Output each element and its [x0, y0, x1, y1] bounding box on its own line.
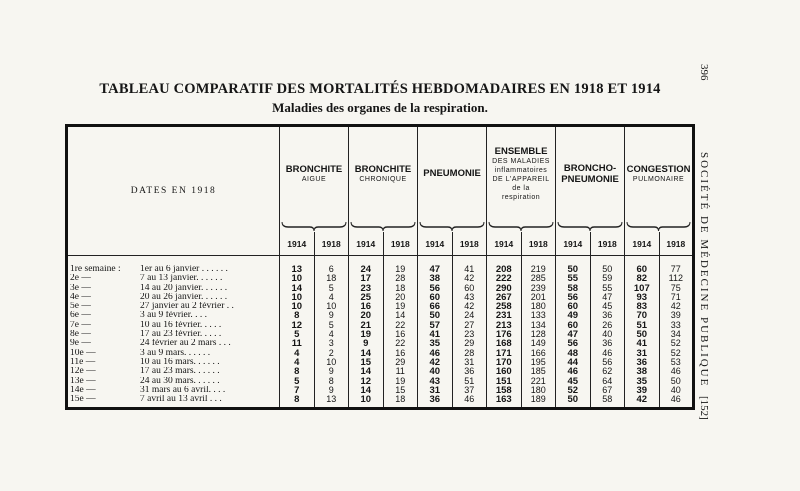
table-cell: 258 — [487, 302, 522, 311]
running-head: SOCIÉTÉ DE MÉDECINE PUBLIQUE — [698, 152, 710, 388]
table-cell: 31 — [625, 349, 660, 358]
table-cell: 49 — [556, 311, 591, 320]
table-cell: 185 — [521, 367, 556, 376]
table-cell: 25 — [349, 293, 384, 302]
table-cell: 58 — [590, 395, 625, 409]
table-cell: 50 — [556, 395, 591, 409]
table-cell: 27 — [452, 321, 487, 330]
table-cell: 10 — [280, 274, 315, 283]
table-cell: 52 — [659, 349, 694, 358]
table-cell: 39 — [659, 311, 694, 320]
table-cell: 5 — [314, 284, 349, 293]
table-cell: 11 — [383, 367, 418, 376]
group-header-bronchite-aigue — [280, 126, 349, 221]
table-cell: 10 — [314, 358, 349, 367]
group-subtitle: CHRONIQUE — [359, 175, 407, 183]
table-cell: 10 — [349, 395, 384, 409]
table-cell: 10 — [314, 302, 349, 311]
table-cell: 46 — [659, 367, 694, 376]
table-cell: 8 — [280, 367, 315, 376]
brace-icon — [487, 220, 556, 232]
table-cell: 38 — [625, 367, 660, 376]
group-header-pneumonie — [418, 126, 487, 221]
year-header: 1914 — [280, 232, 315, 256]
table-cell: 290 — [487, 284, 522, 293]
table-cell: 149 — [521, 339, 556, 348]
group-header-bronchite-chronique — [349, 126, 418, 221]
table-cell: 23 — [452, 330, 487, 339]
date-range: 31 mars au 6 avril. . . . — [140, 385, 226, 395]
table-cell: 83 — [625, 302, 660, 311]
table-cell: 158 — [487, 386, 522, 395]
group-subtitle: respiration — [501, 193, 541, 201]
table-cell: 24 — [452, 311, 487, 320]
year-header: 1914 — [418, 232, 453, 256]
row-date — [67, 395, 280, 409]
week-label: 3e — — [70, 283, 91, 293]
row-date — [67, 349, 280, 358]
table-cell: 20 — [383, 293, 418, 302]
year-header: 1918 — [521, 232, 556, 256]
table-cell: 189 — [521, 395, 556, 409]
table-cell: 66 — [418, 302, 453, 311]
table-cell: 166 — [521, 349, 556, 358]
table-cell: 285 — [521, 274, 556, 283]
table-cell: 8 — [314, 377, 349, 386]
table-row — [67, 284, 694, 293]
table-cell: 71 — [659, 293, 694, 302]
group-title: BRONCHITE — [285, 163, 343, 175]
table-cell: 13 — [314, 395, 349, 409]
table-cell: 10 — [280, 293, 315, 302]
year-header: 1918 — [314, 232, 349, 256]
year-header: 1918 — [659, 232, 694, 256]
table-row — [67, 339, 694, 348]
table-cell: 10 — [280, 302, 315, 311]
week-label: 12e — — [70, 367, 96, 377]
table-cell: 46 — [418, 349, 453, 358]
table-cell: 19 — [383, 302, 418, 311]
table-cell: 60 — [556, 321, 591, 330]
table-subtitle: Maladies des organes de la respiration. — [272, 100, 488, 115]
date-range: 17 au 23 mars. . . . . . — [140, 367, 220, 377]
table-cell: 39 — [625, 386, 660, 395]
table-cell: 19 — [383, 377, 418, 386]
brace-icon — [418, 220, 487, 232]
table-cell: 160 — [487, 367, 522, 376]
table-cell: 36 — [625, 358, 660, 367]
table-cell: 52 — [659, 339, 694, 348]
table-cell: 46 — [556, 367, 591, 376]
table-cell: 133 — [521, 311, 556, 320]
week-label: 9e — — [70, 339, 91, 349]
table-cell: 40 — [418, 367, 453, 376]
table-cell: 22 — [383, 339, 418, 348]
table-cell: 15 — [383, 386, 418, 395]
table-cell: 195 — [521, 358, 556, 367]
row-date — [67, 302, 280, 311]
table-cell: 9 — [314, 386, 349, 395]
table-cell: 45 — [590, 302, 625, 311]
table-cell: 58 — [556, 284, 591, 293]
table-cell: 16 — [383, 330, 418, 339]
week-label: 6e — — [70, 311, 91, 321]
folio-number: [152] — [698, 396, 710, 420]
group-title: ENSEMBLE — [494, 145, 548, 157]
week-label: 7e — — [70, 320, 91, 330]
table-cell: 41 — [418, 330, 453, 339]
row-date — [67, 377, 280, 386]
table-cell: 134 — [521, 321, 556, 330]
table-cell: 67 — [590, 386, 625, 395]
group-subtitle: AIGUE — [301, 175, 327, 183]
brace-icon — [556, 220, 625, 232]
table-row — [67, 377, 694, 386]
table-cell: 11 — [280, 339, 315, 348]
table-cell: 59 — [590, 274, 625, 283]
table-cell: 60 — [418, 293, 453, 302]
table-cell: 42 — [418, 358, 453, 367]
table-row — [67, 311, 694, 320]
group-header-ensemble-maladies — [487, 126, 556, 221]
table-cell: 34 — [659, 330, 694, 339]
table-cell: 42 — [452, 302, 487, 311]
table-cell: 5 — [314, 321, 349, 330]
date-range: 27 janvier au 2 février . . — [140, 302, 234, 312]
year-header: 1918 — [383, 232, 418, 256]
group-title: CONGESTION — [626, 163, 691, 175]
group-header-broncho-pneumonie — [556, 126, 625, 221]
group-subtitle: DE L'APPAREIL — [492, 175, 550, 183]
table-cell: 29 — [452, 339, 487, 348]
table-cell: 267 — [487, 293, 522, 302]
mortality-table — [65, 124, 695, 410]
year-header: 1914 — [556, 232, 591, 256]
table-cell: 8 — [280, 395, 315, 409]
row-date — [67, 339, 280, 348]
table-cell: 55 — [590, 284, 625, 293]
brace-icon — [625, 220, 694, 232]
table-cell: 43 — [418, 377, 453, 386]
table-cell: 14 — [280, 284, 315, 293]
table-cell: 51 — [452, 377, 487, 386]
table-cell: 46 — [452, 395, 487, 409]
date-range: 20 au 26 janvier. . . . . . — [140, 292, 228, 302]
table-cell: 21 — [349, 321, 384, 330]
table-cell: 42 — [659, 302, 694, 311]
table-cell: 14 — [383, 311, 418, 320]
row-date — [67, 265, 280, 274]
group-title: PNEUMONIE — [561, 173, 619, 185]
table-cell: 5 — [280, 330, 315, 339]
row-date — [67, 284, 280, 293]
table-cell: 35 — [418, 339, 453, 348]
table-cell: 31 — [452, 358, 487, 367]
table-cell: 38 — [418, 274, 453, 283]
table-cell: 46 — [659, 395, 694, 409]
table-cell: 62 — [590, 367, 625, 376]
table-cell: 19 — [349, 330, 384, 339]
brace-icon — [280, 220, 349, 232]
date-column-header: DATES EN 1918 — [67, 126, 280, 256]
table-cell: 201 — [521, 293, 556, 302]
table-cell: 5 — [280, 377, 315, 386]
table-cell: 53 — [659, 358, 694, 367]
table-cell: 14 — [349, 386, 384, 395]
table-row — [67, 265, 694, 274]
table-cell: 3 — [314, 339, 349, 348]
year-header: 1918 — [590, 232, 625, 256]
table-cell: 45 — [556, 377, 591, 386]
date-range: 7 au 13 janvier. . . . . . — [140, 274, 223, 284]
table-cell: 44 — [556, 358, 591, 367]
table-cell: 50 — [659, 377, 694, 386]
row-date — [67, 321, 280, 330]
table-row — [67, 274, 694, 283]
table-cell: 4 — [314, 293, 349, 302]
table-cell: 18 — [314, 274, 349, 283]
table-cell: 55 — [556, 274, 591, 283]
table-cell: 4 — [314, 330, 349, 339]
table-cell: 170 — [487, 358, 522, 367]
group-title: PNEUMONIE — [423, 168, 481, 179]
table-cell: 128 — [521, 330, 556, 339]
year-header: 1914 — [487, 232, 522, 256]
row-date — [67, 311, 280, 320]
table-cell: 9 — [314, 311, 349, 320]
table-cell: 50 — [556, 265, 591, 274]
table-cell: 8 — [280, 311, 315, 320]
table-cell: 219 — [521, 265, 556, 274]
table-cell: 221 — [521, 377, 556, 386]
table-cell: 36 — [590, 339, 625, 348]
table-cell: 176 — [487, 330, 522, 339]
table-cell: 36 — [418, 395, 453, 409]
table-cell: 40 — [590, 330, 625, 339]
table-cell: 36 — [452, 367, 487, 376]
week-label: 10e — — [70, 348, 96, 358]
table-row — [67, 358, 694, 367]
table-cell: 36 — [590, 311, 625, 320]
week-label: 13e — — [70, 376, 96, 386]
table-cell: 4 — [280, 358, 315, 367]
table-cell: 112 — [659, 274, 694, 283]
table-row — [67, 386, 694, 395]
table-title: TABLEAU COMPARATIF DES MORTALITÉS HEBDOMADAIRES EN 1918 ET 1914 — [99, 81, 661, 97]
date-range: 24 au 30 mars. . . . . . — [140, 376, 220, 386]
table-cell: 28 — [383, 274, 418, 283]
table-cell: 16 — [383, 349, 418, 358]
table-row — [67, 293, 694, 302]
table-cell: 14 — [349, 349, 384, 358]
table-cell: 151 — [487, 377, 522, 386]
table-cell: 22 — [383, 321, 418, 330]
week-label: 2e — — [70, 274, 91, 284]
table-cell: 37 — [452, 386, 487, 395]
group-subtitle: inflammatoires — [494, 166, 548, 174]
table-cell: 107 — [625, 284, 660, 293]
year-header: 1914 — [349, 232, 384, 256]
table-cell: 35 — [625, 377, 660, 386]
row-date — [67, 358, 280, 367]
table-cell: 13 — [280, 265, 315, 274]
table-cell: 6 — [314, 265, 349, 274]
week-label: 14e — — [70, 385, 96, 395]
table-cell: 47 — [590, 293, 625, 302]
row-date — [67, 386, 280, 395]
table-cell: 9 — [349, 339, 384, 348]
date-range: 3 au 9 février. . . . — [140, 311, 208, 321]
table-cell: 60 — [452, 284, 487, 293]
table-cell: 24 — [349, 265, 384, 274]
row-date — [67, 293, 280, 302]
year-header: 1914 — [625, 232, 660, 256]
table-cell: 51 — [625, 321, 660, 330]
table-cell: 239 — [521, 284, 556, 293]
table-cell: 231 — [487, 311, 522, 320]
table-cell: 23 — [349, 284, 384, 293]
brace-icon — [349, 220, 418, 232]
table-cell: 15 — [349, 358, 384, 367]
row-date — [67, 367, 280, 376]
table-cell: 93 — [625, 293, 660, 302]
table-cell: 168 — [487, 339, 522, 348]
table-cell: 4 — [280, 349, 315, 358]
table-cell: 16 — [349, 302, 384, 311]
table-cell: 46 — [590, 349, 625, 358]
table-row — [67, 367, 694, 376]
table-cell: 33 — [659, 321, 694, 330]
table-cell: 171 — [487, 349, 522, 358]
table-cell: 2 — [314, 349, 349, 358]
week-label: 4e — — [70, 292, 91, 302]
table-cell: 52 — [556, 386, 591, 395]
week-label: 11e — — [70, 357, 96, 367]
table-cell: 18 — [383, 395, 418, 409]
row-date — [67, 274, 280, 283]
week-label: 5e — — [70, 302, 91, 312]
row-date — [67, 330, 280, 339]
date-range: 3 au 9 mars. . . . . . — [140, 348, 211, 358]
table-cell: 7 — [280, 386, 315, 395]
table-cell: 48 — [556, 349, 591, 358]
table-cell: 213 — [487, 321, 522, 330]
date-range: 10 au 16 mars. . . . . . — [140, 357, 220, 367]
table-cell: 14 — [349, 367, 384, 376]
table-cell: 64 — [590, 377, 625, 386]
group-title: BRONCHITE — [354, 163, 412, 175]
group-subtitle: PULMONAIRE — [632, 175, 685, 183]
date-range: 1er au 6 janvier . . . . . . — [140, 265, 228, 274]
table-cell: 20 — [349, 311, 384, 320]
table-cell: 60 — [556, 302, 591, 311]
table-cell: 47 — [418, 265, 453, 274]
week-label: 8e — — [70, 330, 91, 340]
date-range: 24 février au 2 mars . . . — [140, 339, 231, 349]
table-cell: 29 — [383, 358, 418, 367]
table-cell: 77 — [659, 265, 694, 274]
table-cell: 12 — [280, 321, 315, 330]
table-cell: 82 — [625, 274, 660, 283]
date-range: 14 au 20 janvier. . . . . . — [140, 283, 228, 293]
table-cell: 9 — [314, 367, 349, 376]
week-label: 1re semaine : — [70, 265, 121, 274]
table-cell: 40 — [659, 386, 694, 395]
table-cell: 42 — [452, 274, 487, 283]
table-cell: 41 — [452, 265, 487, 274]
table-cell: 47 — [556, 330, 591, 339]
table-cell: 19 — [383, 265, 418, 274]
table-cell: 12 — [349, 377, 384, 386]
table-cell: 56 — [556, 293, 591, 302]
year-header: 1918 — [452, 232, 487, 256]
table-row — [67, 302, 694, 311]
week-label: 15e — — [70, 395, 96, 405]
table-cell: 50 — [625, 330, 660, 339]
table-row — [67, 330, 694, 339]
date-range: 17 au 23 février. . . . . — [140, 330, 222, 340]
table-cell: 42 — [625, 395, 660, 409]
table-row — [67, 321, 694, 330]
table-row — [67, 349, 694, 358]
date-range: 10 au 16 février. . . . . — [140, 320, 222, 330]
table-cell: 17 — [349, 274, 384, 283]
group-header-congestion-pulmonaire — [625, 126, 694, 221]
table-cell: 56 — [556, 339, 591, 348]
table-cell: 28 — [452, 349, 487, 358]
table-cell: 70 — [625, 311, 660, 320]
table-cell: 208 — [487, 265, 522, 274]
table-cell: 56 — [418, 284, 453, 293]
table-cell: 43 — [452, 293, 487, 302]
group-subtitle: DES MALADIES — [492, 157, 550, 165]
table-cell: 60 — [625, 265, 660, 274]
table-cell: 180 — [521, 302, 556, 311]
date-range: 7 avril au 13 avril . . . — [140, 395, 222, 405]
table-cell: 18 — [383, 284, 418, 293]
table-cell: 180 — [521, 386, 556, 395]
table-row — [67, 395, 694, 409]
page-number: 396 — [698, 64, 710, 81]
table-cell: 163 — [487, 395, 522, 409]
table-cell: 222 — [487, 274, 522, 283]
table-cell: 50 — [418, 311, 453, 320]
table-cell: 26 — [590, 321, 625, 330]
table-cell: 50 — [590, 265, 625, 274]
table-cell: 41 — [625, 339, 660, 348]
table-cell: 57 — [418, 321, 453, 330]
group-title: BRONCHO- — [563, 162, 617, 174]
table-cell: 75 — [659, 284, 694, 293]
table-cell: 31 — [418, 386, 453, 395]
table-cell: 56 — [590, 358, 625, 367]
group-subtitle: de la — [512, 184, 530, 192]
